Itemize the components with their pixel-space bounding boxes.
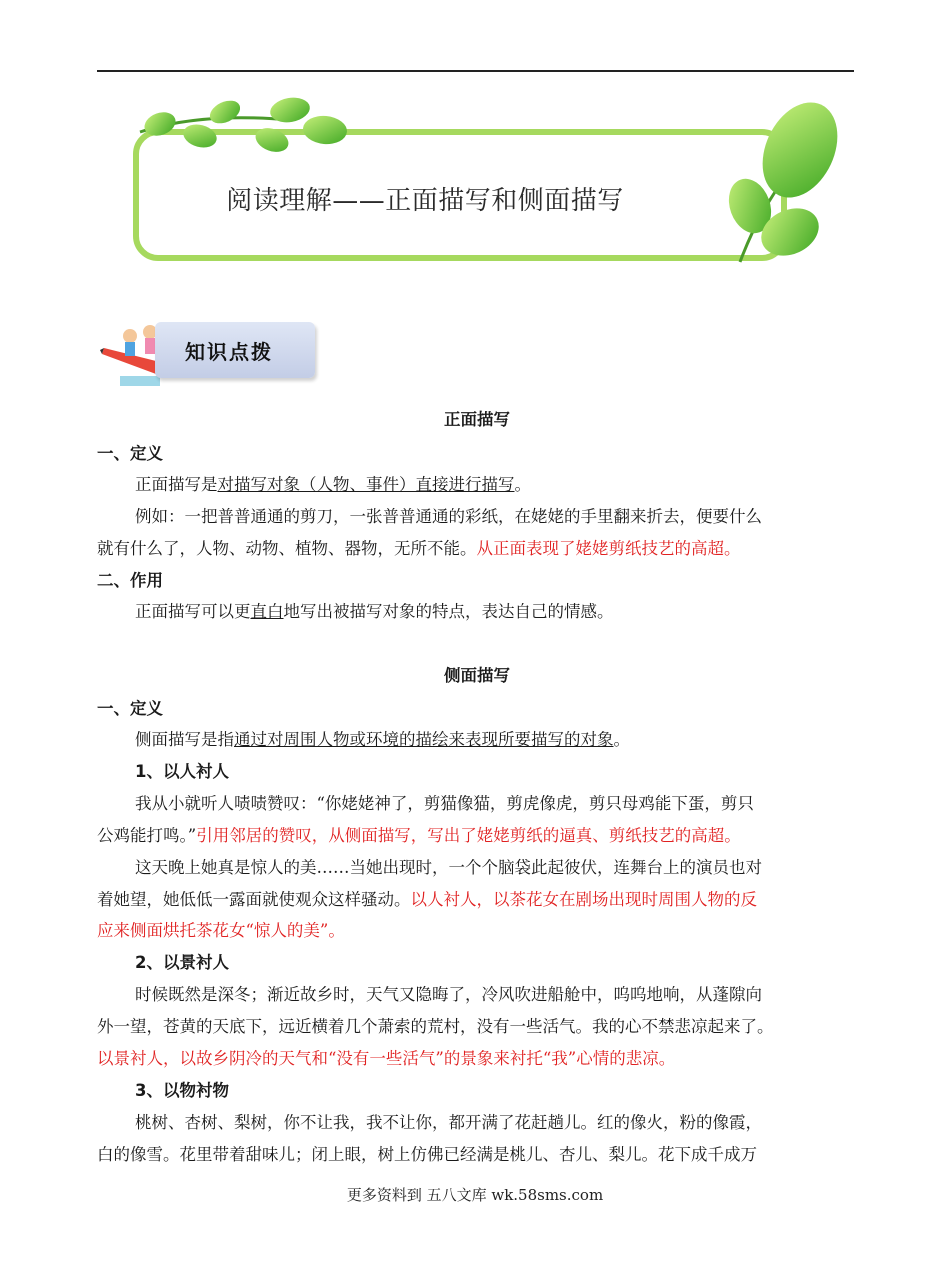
paragraph-line bbox=[97, 822, 741, 846]
text-span: 地写出被描写对象的特点，表达自己的情感。 bbox=[283, 602, 614, 621]
text-span: 着她望，她低低一露面就使观众这样骚动。 bbox=[97, 890, 411, 909]
title-banner bbox=[100, 92, 850, 282]
annotation-line: 应来侧面烘托茶花女“惊人的美”。 bbox=[97, 921, 345, 940]
underlined-text: 对描写对象（人物、事件）直接进行描写 bbox=[217, 475, 515, 494]
underlined-text: 直白 bbox=[250, 602, 284, 621]
function-text bbox=[135, 598, 614, 622]
subheading: 3、以物衬物 bbox=[135, 1081, 229, 1100]
text-span: 。 bbox=[514, 475, 531, 494]
text-span: 正面描写可以更 bbox=[135, 602, 251, 621]
knowledge-badge bbox=[100, 318, 320, 390]
text-span: 就有什么了，人物、动物、植物、器物，无所不能。 bbox=[97, 539, 477, 558]
paragraph-line: 白的像雪。花里带着甜味儿；闭上眼，树上仿佛已经满是桃儿、杏儿、梨儿。花下成千成万 bbox=[97, 1145, 757, 1164]
top-rule bbox=[97, 70, 854, 72]
example-line bbox=[97, 535, 741, 559]
section-title-direct: 正面描写 bbox=[444, 410, 510, 429]
heading-function: 二、作用 bbox=[97, 571, 163, 590]
example-line: 例如：一把普普通通的剪刀，一张普普通通的彩纸，在姥姥的手里翻来折去，便要什么 bbox=[135, 507, 762, 526]
annotation-text: 从正面表现了姥姥剪纸技艺的高超。 bbox=[476, 539, 741, 558]
footer-watermark: 更多资料到 五八文库 wk.58sms.com bbox=[346, 1186, 604, 1204]
annotation-text: 引用邻居的赞叹，从侧面描写，写出了姥姥剪纸的逼真、剪纸技艺的高超。 bbox=[196, 826, 741, 845]
annotation-line: 以景衬人，以故乡阴冷的天气和“没有一些活气”的景象来衬托“我”心情的悲凉。 bbox=[97, 1049, 676, 1068]
text-span: 。 bbox=[613, 730, 630, 749]
text-span: 侧面描写是指 bbox=[135, 730, 234, 749]
text-span: 公鸡能打鸣。” bbox=[97, 826, 197, 845]
paragraph-line: 外一望，苍黄的天底下，远近横着几个萧索的荒村，没有一些活气。我的心不禁悲凉起来了。 bbox=[97, 1017, 774, 1036]
badge-label: 知识点拨 bbox=[185, 340, 273, 364]
paragraph-line: 时候既然是深冬；渐近故乡时，天气又隐晦了，冷风吹进船舱中，呜呜地响，从蓬隙向 bbox=[135, 985, 762, 1004]
subheading: 1、以人衬人 bbox=[135, 762, 229, 781]
underlined-text: 通过对周围人物或环境的描绘来表现所要描写的对象 bbox=[234, 730, 614, 749]
section-title-indirect: 侧面描写 bbox=[444, 666, 510, 685]
heading-definition: 一、定义 bbox=[97, 444, 163, 463]
paragraph-line bbox=[97, 886, 757, 910]
text-span: 正面描写是 bbox=[135, 475, 218, 494]
paragraph-line: 这天晚上她真是惊人的美……当她出现时，一个个脑袋此起彼伏，连舞台上的演员也对 bbox=[135, 858, 762, 877]
paragraph-line: 桃树、杏树、梨树，你不让我，我不让你，都开满了花赶趟儿。红的像火，粉的像霞， bbox=[135, 1113, 762, 1132]
definition-text bbox=[135, 471, 531, 495]
heading-definition: 一、定义 bbox=[97, 699, 163, 718]
page-title: 阅读理解——正面描写和侧面描写 bbox=[226, 186, 624, 216]
definition-text bbox=[135, 726, 630, 750]
paragraph-line: 我从小就听人啧啧赞叹：“你姥姥神了，剪猫像猫，剪虎像虎，剪只母鸡能下蛋，剪只 bbox=[135, 794, 754, 813]
subheading: 2、以景衬人 bbox=[135, 953, 229, 972]
annotation-text: 以人衬人，以茶花女在剧场出现时周围人物的反 bbox=[410, 890, 757, 909]
